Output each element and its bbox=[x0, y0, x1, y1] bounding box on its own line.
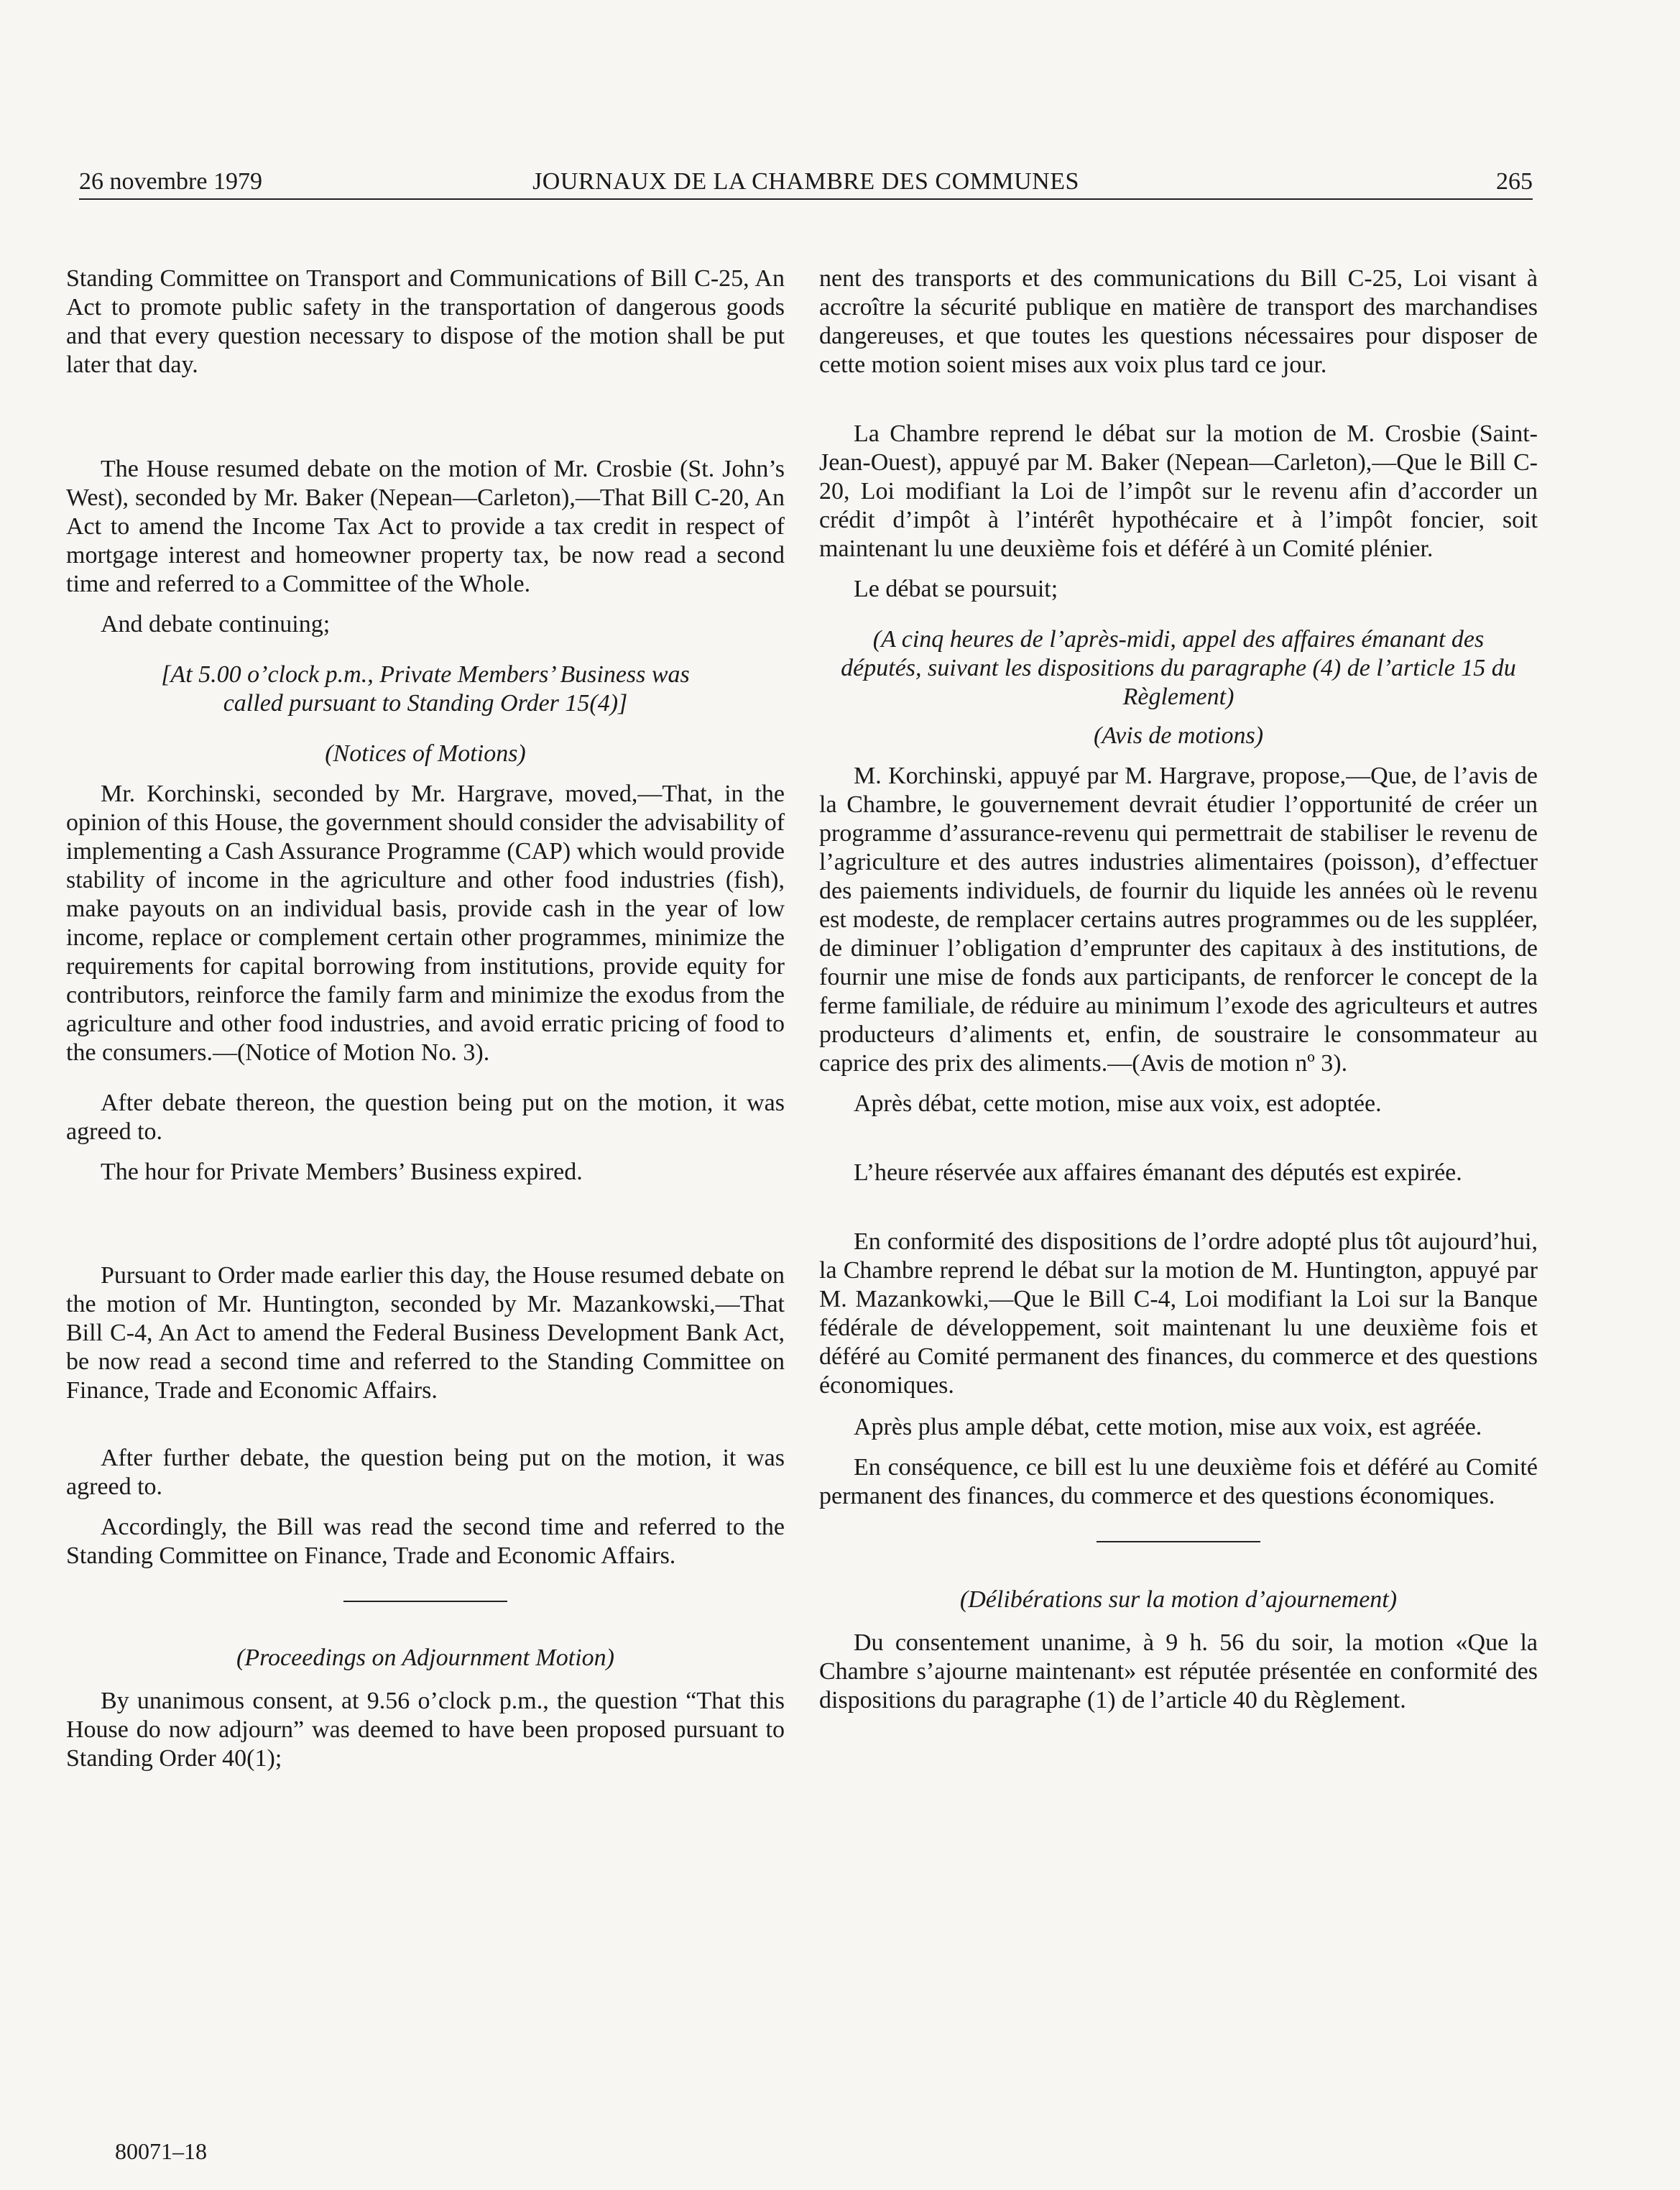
en-paragraph-3: And debate continuing; bbox=[101, 611, 331, 638]
fr-paragraph-2: La Chambre reprend le débat sur la motion de M. Crosbie (Saint-Jean-Ouest), appuyé par M. Baker (Nepean—Carleton),—Que le Bill C-20, Loi modifiant la Loi de l’impôt sur le revenu afin d’accorder un crédit d’impôt à l’intérêt hypothécaire et à l’impôt foncier, soit maintenant lu une deuxième fois et déféré à un Comité plénier. bbox=[819, 420, 1538, 562]
en-paragraph-7: After debate thereon, the question being put on the motion, it was agreed to. bbox=[66, 1090, 785, 1145]
en-paragraph-2: The House resumed debate on the motion of Mr. Crosbie (St. John’s West), seconded by Mr. Baker (Nepean—Carleton),—That Bill C-20, An Act to amend the Income Tax Act to provide a tax credit in respect of mortgage interest and homeowner property tax, be now read a second time and referred to a Committee of the Whole. bbox=[66, 456, 785, 597]
en-paragraph-13: By unanimous consent, at 9.56 o’clock p.m., the question “That this House do now adjourn” was deemed to have been proposed pursuant to Standing Order 40(1); bbox=[66, 1688, 785, 1772]
page-number: 265 bbox=[1496, 168, 1533, 195]
fr-paragraph-3: Le débat se poursuit; bbox=[854, 576, 1058, 602]
running-header bbox=[79, 164, 1533, 200]
fr-paragraph-10: Après plus ample débat, cette motion, mise aux voix, est agréée. bbox=[854, 1414, 1482, 1440]
english-column bbox=[66, 264, 785, 1773]
fr-paragraph-11: En conséquence, ce bill est lu une deuxième fois et déféré au Comité permanent des finances, du commerce et des questions économiques. bbox=[819, 1454, 1538, 1509]
footer-code: 80071–18 bbox=[115, 2138, 207, 2164]
en-paragraph-9: Pursuant to Order made earlier this day, the House resumed debate on the motion of Mr. Huntington, seconded by Mr. Mazankowski,—That Bill C-4, An Act to amend the Federal Business Development Bank Act, be now read a second time and referred to the Standing Committee on Finance, Trade and Economic Affairs. bbox=[66, 1262, 785, 1404]
en-paragraph-11: Accordingly, the Bill was read the second time and referred to the Standing Committee on Finance, Trade and Economic Affairs. bbox=[66, 1514, 785, 1569]
fr-paragraph-1: nent des transports et des communications du Bill C-25, Loi visant à accroître la sécurité publique en matière de transport des marchandises dangereuses, et que toutes les questions nécessaires pour disposer de cette motion soient mises aux voix plus tard ce jour. bbox=[819, 265, 1538, 378]
en-paragraph-5: (Notices of Motions) bbox=[325, 740, 526, 767]
fr-paragraph-4: (A cinq heures de l’après-midi, appel des affaires émanant des députés, suivant les dispositions du paragraphe (4) de l’article 15 du Règlement) bbox=[841, 626, 1516, 710]
fr-paragraph-13: Du consentement unanime, à 9 h. 56 du soir, la motion «Que la Chambre s’ajourne maintenant» est réputée présentée en conformité des dispositions du paragraphe (1) de l’article 40 du Règlement. bbox=[819, 1629, 1538, 1713]
fr-paragraph-9: En conformité des dispositions de l’ordre adopté plus tôt aujourd’hui, la Chambre reprend le débat sur la motion de M. Huntington, appuyé par M. Mazankowki,—Que le Bill C-4, Loi modifiant la Loi sur la Banque fédérale de développement, soit maintenant lu une deuxième fois et déféré au Comité permanent des finances, du commerce et des questions économiques. bbox=[819, 1228, 1538, 1399]
en-paragraph-4: [At 5.00 o’clock p.m., Private Members’ Business was called pursuant to Standing Order 15(4)] bbox=[161, 661, 690, 717]
fr-paragraph-6: M. Korchinski, appuyé par M. Hargrave, propose,—Que, de l’avis de la Chambre, le gouvernement devrait étudier l’opportunité de créer un programme d’assurance-revenu qui permettrait de stabiliser le revenu de l’agriculture et des autres industries alimentaires (poisson), d’effectuer des paiements individuels, de fournir du liquide les années où le revenu est modeste, de remplacer certains autres programmes ou de les suppléer, de diminuer l’obligation d’emprunter des capitaux à des institutions, de fournir une mise de fonds aux participants, de renforcer le concept de la ferme familiale, de réduire au minimum l’exode des agriculteurs et autres producteurs d’aliments et, enfin, de soustraire le consommateur au caprice des prix des aliments.—(Avis de motion nº 3). bbox=[819, 763, 1538, 1077]
en-section-rule bbox=[343, 1601, 507, 1602]
en-paragraph-10: After further debate, the question being put on the motion, it was agreed to. bbox=[66, 1445, 785, 1500]
fr-paragraph-7: Après débat, cette motion, mise aux voix, est adoptée. bbox=[854, 1090, 1382, 1117]
french-column bbox=[819, 264, 1538, 1715]
fr-section-rule bbox=[1097, 1541, 1260, 1542]
header-title: JOURNAUX DE LA CHAMBRE DES COMMUNES bbox=[532, 168, 1079, 195]
fr-paragraph-12: (Délibérations sur la motion d’ajournement) bbox=[959, 1586, 1398, 1613]
en-paragraph-1: Standing Committee on Transport and Communications of Bill C-25, An Act to promote public safety in the transportation of dangerous goods and that every question necessary to dispose of the motion shall be put later that day. bbox=[66, 265, 785, 378]
en-paragraph-8: The hour for Private Members’ Business expired. bbox=[101, 1159, 583, 1185]
en-paragraph-6: Mr. Korchinski, seconded by Mr. Hargrave, moved,—That, in the opinion of this House, the government should consider the advisability of implementing a Cash Assurance Programme (CAP) which would provide stability of income in the agriculture and other food industries (fish), make payouts on an individual basis, provide cash in the year of low income, replace or complement certain other programmes, minimize the requirements for capital borrowing from institutions, provide equity for contributors, reinforce the family farm and minimize the exodus from the agriculture and other food industries, and avoid erratic pricing of food to the consumers.—(Notice of Motion No. 3). bbox=[66, 781, 785, 1066]
header-date: 26 novembre 1979 bbox=[79, 168, 262, 195]
en-paragraph-12: (Proceedings on Adjournment Motion) bbox=[236, 1644, 614, 1671]
fr-paragraph-8: L’heure réservée aux affaires émanant des députés est expirée. bbox=[854, 1159, 1462, 1186]
fr-paragraph-5: (Avis de motions) bbox=[1093, 722, 1264, 749]
